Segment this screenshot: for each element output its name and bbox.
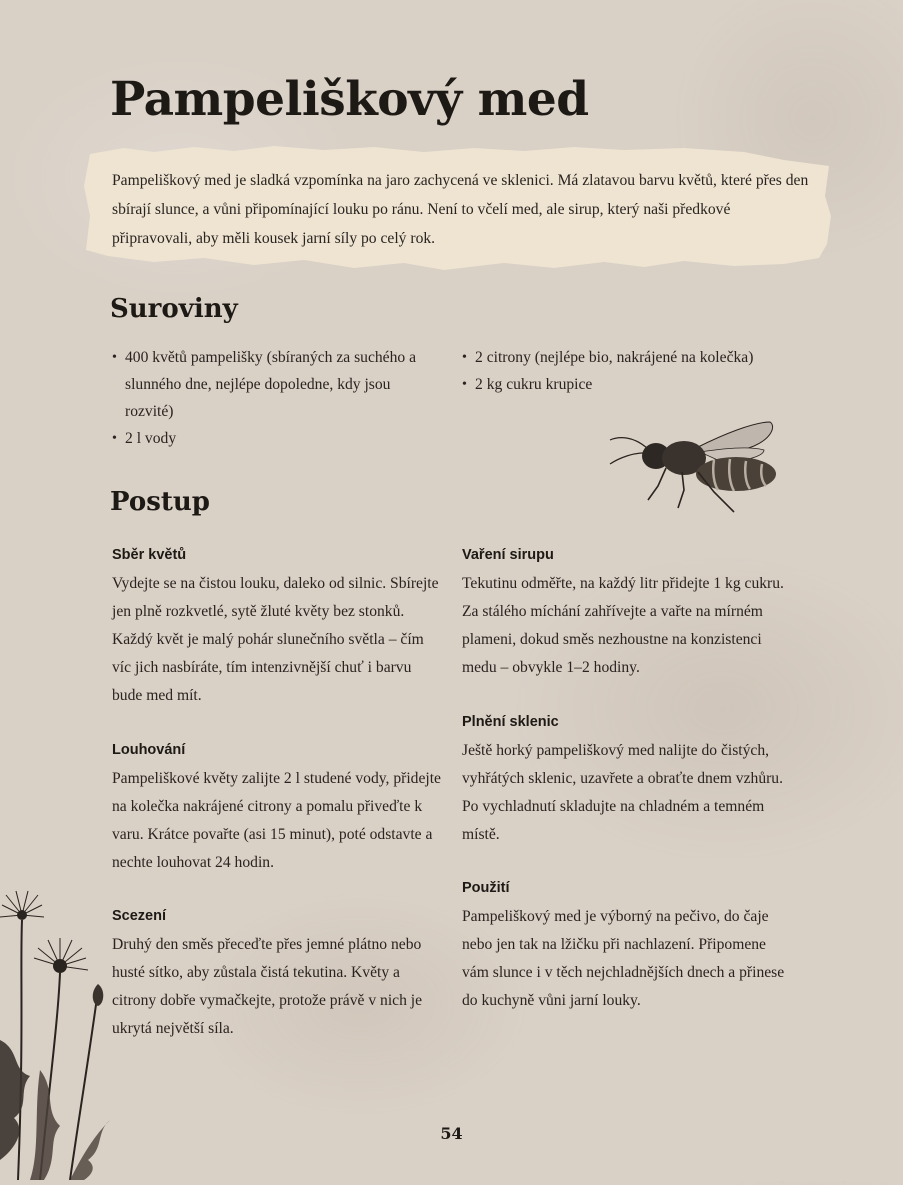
step-text: Tekutinu odměřte, na každý litr přidejte 1 kg cukru. Za stálého míchání zahřívejte a vařte na mírném plameni, dokud směs nezhoustne na konzistenci medu – obvykle 1–2 hodiny. bbox=[462, 575, 784, 676]
page-number: 54 bbox=[440, 1124, 463, 1143]
ingredients-list-right bbox=[462, 344, 792, 398]
step-title: Vaření sirupu bbox=[462, 547, 554, 563]
ingredient-item: • 2 citrony (nejlépe bio, nakrájené na kolečka) bbox=[462, 344, 792, 371]
step-straining bbox=[112, 905, 442, 1043]
ingredient-item: • 2 l vody bbox=[112, 425, 434, 452]
step-filling bbox=[462, 711, 792, 849]
step-title: Louhování bbox=[112, 742, 186, 758]
intro-paragraph: Pampeliškový med je sladká vzpomínka na jaro zachycená ve sklenici. Má zlatavou barvu květů, které přes den sbírají slunce, a vůni připomínající louku po ránu. Není to včelí med, ale sirup, který naši předkové připravovali, aby měli kousek jarní síly po celý rok. bbox=[112, 172, 809, 247]
step-title: Sběr květů bbox=[112, 547, 187, 563]
page-title: Pampeliškový med bbox=[110, 72, 589, 127]
step-text: Vydejte se na čistou louku, daleko od silnic. Sbírejte jen plně rozkvetlé, sytě žluté květy bez stonků. Každý květ je malý pohár slunečního světla – čím víc jich nasbíráte, tím intenzivnější chuť i barvu bude med mít. bbox=[112, 575, 439, 704]
step-boiling bbox=[462, 544, 792, 682]
ingredients-list-left bbox=[112, 344, 434, 452]
step-text: Ještě horký pampeliškový med nalijte do čistých, vyhřátých sklenic, uzavřete a obraťte dnem vzhůru. Po vychladnutí skladujte na chladném a temném místě. bbox=[462, 742, 784, 843]
bee-engraving-icon bbox=[604, 416, 784, 526]
step-title: Plnění sklenic bbox=[462, 714, 559, 730]
ingredient-item: • 2 kg cukru krupice bbox=[462, 371, 792, 398]
step-steeping bbox=[112, 739, 442, 877]
step-text: Pampeliškový med je výborný na pečivo, do čaje nebo jen tak na lžičku při nachlazení. Připomene vám slunce i v těch nejchladnějších dnech a přinese do kuchyně vůni jarní louky. bbox=[462, 908, 785, 1009]
step-text: Druhý den směs přeceďte přes jemné plátno nebo husté sítko, aby zůstala čistá tekutina. Květy a citrony dobře vymačkejte, protože právě v nich je ukrytá největší síla. bbox=[112, 936, 423, 1037]
step-title: Scezení bbox=[112, 908, 166, 924]
procedure-heading: Postup bbox=[110, 487, 210, 517]
ingredients-heading: Suroviny bbox=[110, 294, 238, 324]
step-text: Pampeliškové květy zalijte 2 l studené vody, přidejte na kolečka nakrájené citrony a pomalu přiveďte k varu. Krátce povařte (asi 15 minut), poté odstavte a nechte louhovat 24 hodin. bbox=[112, 770, 441, 871]
step-collecting bbox=[112, 544, 442, 710]
ingredient-item: • 400 květů pampelišky (sbíraných za suchého a slunného dne, nejlépe dopoledne, kdy jsou rozvité) bbox=[112, 344, 434, 425]
step-usage bbox=[462, 877, 792, 1015]
step-title: Použití bbox=[462, 880, 510, 896]
